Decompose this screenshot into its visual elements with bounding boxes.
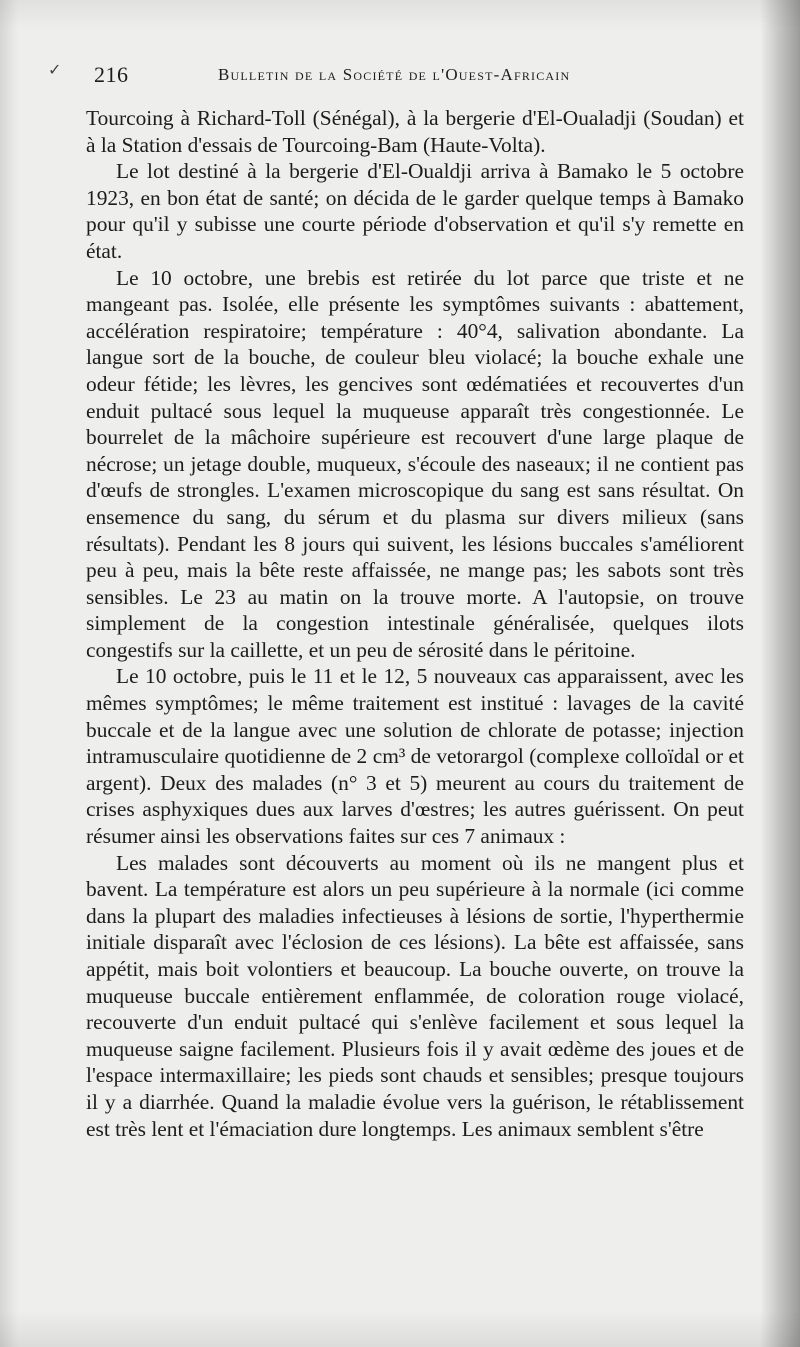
paragraph: Tourcoing à Richard-Toll (Sénégal), à la bergerie d'El-Oualadji (Soudan) et à la Station d'essais de Tourcoing-Bam (Haute-Volta). — [86, 106, 744, 157]
page-header — [86, 62, 746, 92]
margin-check-mark-icon: ✓ — [48, 62, 62, 79]
paragraph: Le 10 octobre, puis le 11 et le 12, 5 nouveaux cas apparaissent, avec les mêmes symptômes; le même traitement est institué : lavages de la cavité buccale et de la langue avec une solution de chlorate de potasse; injection intramusculaire quotidienne de 2 cm³ de vetorargol (complexe colloïdal or et argent). Deux des malades (n° 3 et 5) meurent au cours du traitement de crises asphyxiques dues aux larves d'œstres; les autres guérissent. On peut résumer ainsi les observations faites sur ces 7 animaux : — [86, 664, 744, 849]
paragraph: Le lot destiné à la bergerie d'El-Oualdji arriva à Bamako le 5 octobre 1923, en bon état de santé; on décida de le garder quelque temps à Bamako pour qu'il y subisse une courte période d'observation et qu'il s'y remette en état. — [86, 159, 744, 263]
running-head: Bulletin de la Société de l'Ouest-Africain — [218, 65, 571, 84]
paragraph: Les malades sont découverts au moment où ils ne mangent plus et bavent. La température est alors un peu supérieure à la normale (ici comme dans la plupart des maladies infectieuses à lésions de sortie, l'hyperthermie initiale disparaît avec l'éclosion de ces lésions). La bête est affaissée, sans appétit, mais boit volontiers et beaucoup. La bouche ouverte, on trouve la muqueuse buccale entièrement enflammée, de coloration rouge violacé, recouverte d'un enduit pultacé qui s'enlève facilement et sous lequel la muqueuse saigne facilement. Plusieurs fois il y avait œdème des joues et de l'espace intermaxillaire; les pieds sont chauds et sensibles; presque toujours il y a diarrhée. Quand la maladie évolue vers la guérison, le rétablissement est très lent et l'émaciation dure longtemps. Les animaux semblent s'être — [86, 850, 744, 1141]
body-text — [86, 105, 744, 1142]
page-number: 216 — [94, 62, 129, 87]
paragraph: Le 10 octobre, une brebis est retirée du lot parce que triste et ne mangeant pas. Isolée, elle présente les symptômes suivants : abattement, accélération respiratoire; température : 40°4, salivation abondante. La langue sort de la bouche, de couleur bleu violacé; la bouche exhale une odeur fétide; les lèvres, les gencives sont œdématiées et recouvertes d'un enduit pultacé sous lequel la muqueuse apparaît très congestionnée. Le bourrelet de la mâchoire supérieure est recouvert d'une large plaque de nécrose; un jetage double, muqueux, s'écoule des naseaux; il ne contient pas d'œufs de strongles. L'examen microscopique du sang est sans résultat. On ensemence du sang, du sérum et du plasma sur divers milieux (sans résultats). Pendant les 8 jours qui suivent, les lésions buccales s'améliorent peu à peu, mais la bête reste affaissée, ne mange pas; les sabots sont très sensibles. Le 23 au matin on la trouve morte. A l'autopsie, on trouve simplement de la congestion intestinale généralisée, quelques ilots congestifs sur la caillette, et un peu de sérosité dans le péritoine. — [86, 265, 744, 662]
